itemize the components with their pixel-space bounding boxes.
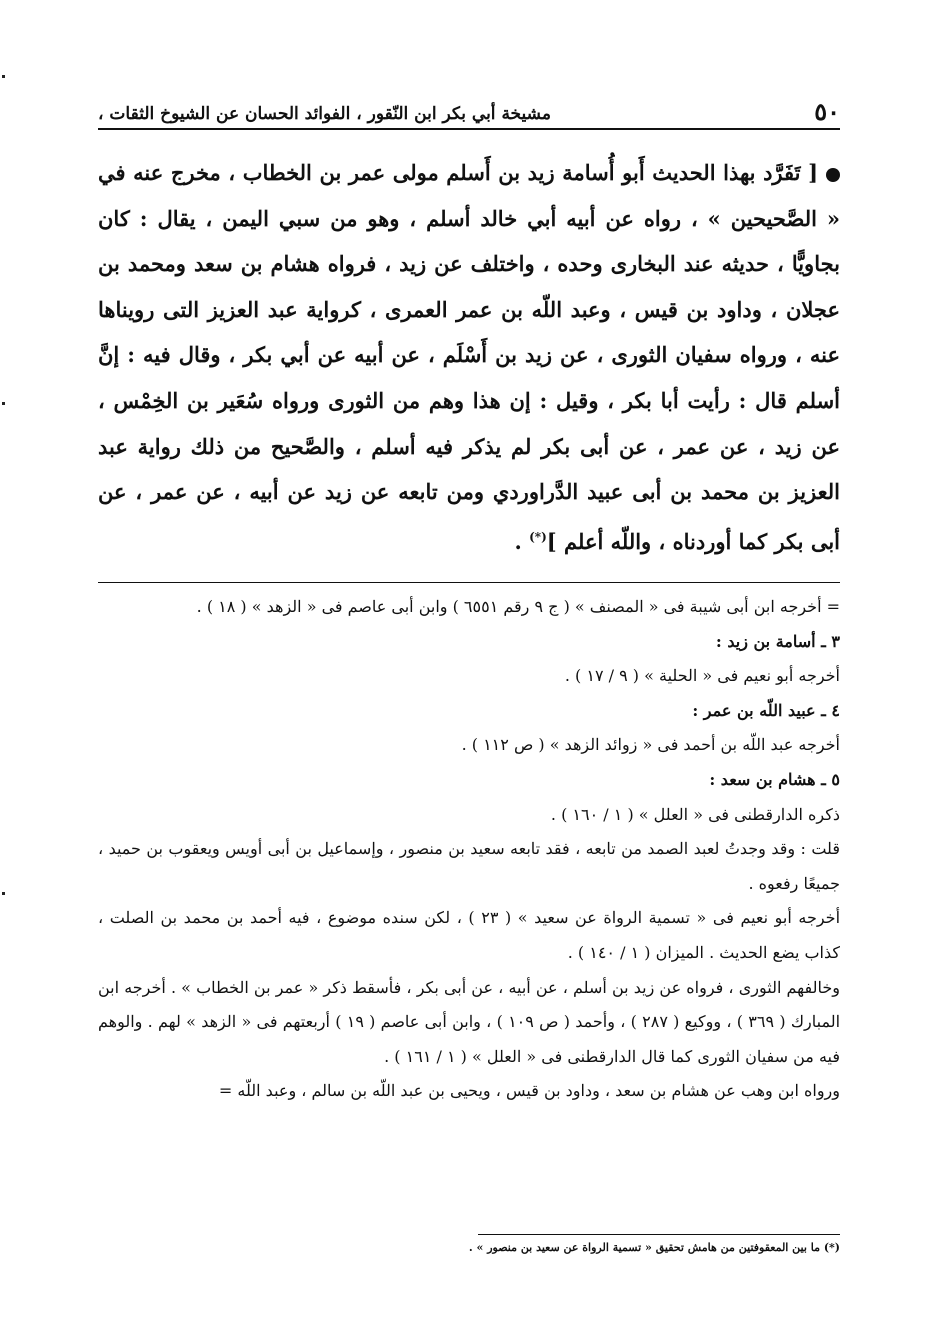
note-line: أخرجه أبو نعيم فى « الحلية » ( ٩ / ١٧ ) .	[564, 666, 840, 686]
scan-mark	[2, 892, 5, 895]
main-paragraph-text: [ تَفَرَّد بهذا الحديث أَبو أُسامة زيد بن أَسلم مولى عمر بن الخطاب ، مخرج عنه في « الصَّحيحين » ، رواه عن أبيه أبي خالد أسلم ، وهو من سبي اليمن ، يقال : كان بجاويًّا ، حديثه عند البخارى وحده ، واختلف عن زيد ، فرواه هشام بن سعد ومحمد بن عجلان ، وداود بن قيس ، وعبد اللّه بن عمر العمرى ، كرواية عبد العزيز التى رويناها عنه ، ورواه سفيان الثورى ، عن زيد بن أَسْلَم ، عن أبيه عن أبي بكر ، وقال فيه : إنَّ أسلم قال : رأيت أبا بكر ، وقيل : إن هذا وهم من الثورى ورواه سُعَير بن الخِمْس ، عن زيد ، عن عمر ، عن أبى بكر لم يذكر فيه أسلم ، والصَّحيح من ذلك رواية عبد العزيز بن محمد بن أبى عبيد الدَّراوردي ومن تابعه عن زيد عن أبيه ، عن عمر ، عن أبى بكر كما أوردناه ، واللّه أعلم ]	[98, 160, 840, 554]
note-line: ورواه ابن وهب عن هشام بن سعد ، وداود بن قيس ، ويحيى بن عبد اللّه بن سالم ، وعبد اللّه =	[218, 1081, 840, 1101]
scan-mark	[2, 75, 5, 78]
scan-mark	[2, 402, 5, 405]
notes-section	[98, 590, 840, 1109]
footnote-reference: (*)	[529, 529, 547, 544]
note-line: قلت : وقد وجدتُ لعبد الصمد من تابعه ، فقد تابعه سعيد بن منصور ، وإسماعيل بن أبى أويس ويعقوب بن حميد ، جميعًا رفعوه .	[98, 839, 840, 893]
note-line: ذكره الدارقطنى فى « العلل » ( ١ / ١٦٠ ) .	[550, 804, 840, 824]
footnote: (*) ما بين المعقوفتين من هامش تحقيق « تسمية الرواة عن سعيد بن منصور » .	[468, 1241, 840, 1254]
main-paragraph	[98, 150, 840, 564]
note-heading: ٥ ـ هشام بن سعد :	[709, 769, 840, 789]
end-punctuation: .	[514, 528, 522, 554]
note-line: أخرجه عبد اللّه بن أحمد فى « زوائد الزهد » ( ص ١١٢ ) .	[461, 735, 840, 755]
bullet-icon	[826, 168, 840, 182]
note-line: = أخرجه ابن أبى شيبة فى « المصنف » ( ج ٩ رقم ٦٥٥١ ) وابن أبى عاصم فى « الزهد » ( ١٨ ) .	[196, 597, 840, 616]
note-heading: ٣ ـ أسامة بن زيد :	[715, 631, 840, 651]
page-header	[98, 96, 840, 130]
footnote-separator	[478, 1234, 840, 1235]
notes-separator	[98, 582, 840, 583]
running-title: مشيخة أبي بكر ابن النّقور ، الفوائد الحسان عن الشيوخ الثقات ،	[98, 104, 551, 124]
page-number: ٥٠	[814, 97, 840, 126]
note-heading: ٤ ـ عبيد اللّه بن عمر :	[692, 700, 840, 720]
note-line: وخالفهم الثورى ، فرواه عن زيد بن أسلم ، عن أبيه ، عن أبى بكر ، فأسقط ذكر « عمر بن الخطاب » . أخرجه ابن المبارك ( ٣٦٩ ) ، ووكيع ( ٢٨٧ ) ، وأحمد ( ص ١٠٩ ) ، وابن أبى عاصم ( ١٩ ) أربعتهم فى « الزهد » لهم . والوهم فيه من سفيان الثورى كما قال الدارقطنى فى « العلل » ( ١ / ١٦١ ) .	[98, 977, 841, 1066]
note-line: أخرجه أبو نعيم فى « تسمية الرواة عن سعيد » ( ٢٣ ) ، لكن سنده موضوع ، فيه أحمد بن محمد بن الصلت ، كذاب يضع الحديث . الميزان ( ١ / ١٤٠ ) .	[98, 908, 841, 962]
